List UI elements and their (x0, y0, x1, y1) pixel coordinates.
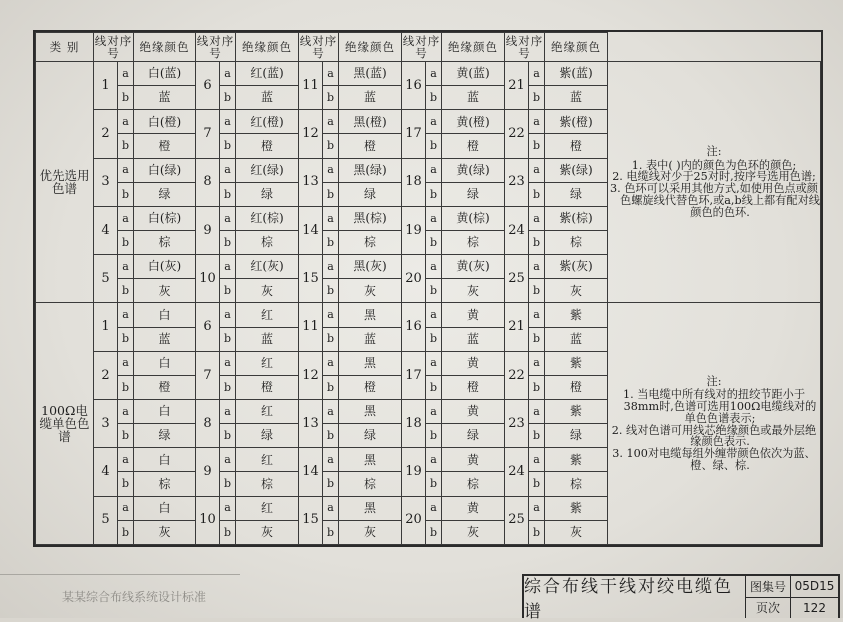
insulation-color-cell: 灰 (545, 520, 608, 544)
insulation-color-cell: 棕 (339, 472, 402, 496)
insulation-color-cell: 黑 (339, 351, 402, 375)
insulation-color-cell: 白 (134, 399, 196, 423)
note-item: 3. 色环可以采用其他方式,如使用色点或颜色螺旋线代替色环,或a,b线上都有配对线颜色的色环. (610, 182, 820, 219)
pair-number-cell: 9 (196, 448, 220, 496)
wire-letter-cell: a (323, 496, 339, 520)
pair-number-cell: 24 (505, 206, 529, 254)
wire-letter-cell: a (118, 62, 134, 86)
wire-letter-cell: b (220, 182, 236, 206)
wire-letter-cell: b (118, 424, 134, 448)
header-pair: 线对序号 (94, 33, 133, 60)
wire-letter-cell: b (529, 230, 545, 254)
insulation-color-cell: 绿 (134, 424, 196, 448)
insulation-color-cell: 白(棕) (134, 206, 196, 230)
pair-number-cell: 18 (402, 399, 426, 447)
wire-letter-cell: a (529, 399, 545, 423)
atlas-number: 05D15 (794, 579, 835, 594)
atlas-row (746, 576, 838, 598)
insulation-color-cell: 绿 (134, 182, 196, 206)
drawing-title: 综合布线干线对绞电缆色谱 (524, 576, 746, 618)
header-color: 绝缘颜色 (545, 33, 608, 62)
pair-number-cell: 10 (196, 255, 220, 303)
color-code-table-frame (33, 30, 823, 547)
wire-letter-cell: a (529, 206, 545, 230)
header-pair: 线对序号 (299, 33, 338, 60)
pair-number-cell: 23 (505, 399, 529, 447)
wire-letter-cell: b (323, 279, 339, 303)
pair-number-cell: 16 (402, 303, 426, 351)
wire-letter-cell: a (118, 399, 134, 423)
wire-letter-cell: b (118, 279, 134, 303)
insulation-color-cell: 黄 (442, 399, 505, 423)
insulation-color-cell: 橙 (134, 134, 196, 158)
wire-letter-cell: b (118, 327, 134, 351)
insulation-color-cell: 灰 (545, 279, 608, 303)
pair-number-cell: 19 (402, 206, 426, 254)
insulation-color-cell: 橙 (134, 375, 196, 399)
wire-letter-cell: a (220, 448, 236, 472)
wire-letter-cell: b (426, 375, 442, 399)
wire-letter-cell: b (220, 86, 236, 110)
wire-letter-cell: a (529, 496, 545, 520)
insulation-color-cell: 橙 (236, 375, 299, 399)
wire-letter-cell: a (220, 303, 236, 327)
wire-letter-cell: a (118, 303, 134, 327)
insulation-color-cell: 蓝 (339, 327, 402, 351)
insulation-color-cell: 红(绿) (236, 158, 299, 182)
wire-letter-cell: a (323, 110, 339, 134)
header-color: 绝缘颜色 (236, 33, 299, 62)
pair-number-cell: 25 (505, 496, 529, 544)
pair-number-cell: 23 (505, 158, 529, 206)
wire-letter-cell: a (426, 399, 442, 423)
table-row (36, 62, 821, 86)
pair-number-cell: 22 (505, 351, 529, 399)
insulation-color-cell: 白(绿) (134, 158, 196, 182)
insulation-color-cell: 紫(橙) (545, 110, 608, 134)
insulation-color-cell: 橙 (545, 134, 608, 158)
insulation-color-cell: 黄 (442, 303, 505, 327)
insulation-color-cell: 橙 (339, 375, 402, 399)
wire-letter-cell: b (426, 424, 442, 448)
wire-letter-cell: b (220, 520, 236, 544)
insulation-color-cell: 蓝 (339, 86, 402, 110)
insulation-color-cell: 绿 (339, 182, 402, 206)
wire-letter-cell: b (323, 86, 339, 110)
pair-number-cell: 12 (299, 110, 323, 158)
insulation-color-cell: 灰 (134, 520, 196, 544)
wire-letter-cell: a (529, 303, 545, 327)
pair-number-cell: 2 (94, 351, 118, 399)
insulation-color-cell: 棕 (134, 472, 196, 496)
insulation-color-cell: 白 (134, 496, 196, 520)
pair-number-cell: 6 (196, 303, 220, 351)
insulation-color-cell: 灰 (442, 520, 505, 544)
pair-number-cell: 25 (505, 255, 529, 303)
insulation-color-cell: 白(橙) (134, 110, 196, 134)
wire-letter-cell: b (426, 134, 442, 158)
header-pair: 线对序号 (196, 33, 235, 60)
header-pair: 线对序号 (505, 33, 544, 60)
wire-letter-cell: a (323, 448, 339, 472)
insulation-color-cell: 黄(绿) (442, 158, 505, 182)
page-row (746, 598, 838, 619)
wire-letter-cell: b (118, 230, 134, 254)
pair-number-cell: 9 (196, 206, 220, 254)
wire-letter-cell: b (323, 424, 339, 448)
wire-letter-cell: a (118, 158, 134, 182)
wire-letter-cell: a (529, 351, 545, 375)
pair-number-cell: 1 (94, 62, 118, 110)
pair-number-cell: 15 (299, 496, 323, 544)
wire-letter-cell: b (426, 520, 442, 544)
insulation-color-cell: 紫(棕) (545, 206, 608, 230)
pair-number-cell: 7 (196, 351, 220, 399)
wire-letter-cell: a (220, 110, 236, 134)
wire-letter-cell: b (220, 134, 236, 158)
pair-number-cell: 16 (402, 62, 426, 110)
note-item: 2. 电缆线对少于25对时,按序号选用色谱; (612, 170, 816, 184)
wire-letter-cell: b (323, 327, 339, 351)
wire-letter-cell: b (118, 86, 134, 110)
pair-number-cell: 3 (94, 399, 118, 447)
insulation-color-cell: 紫(绿) (545, 158, 608, 182)
wire-letter-cell: a (323, 303, 339, 327)
wire-letter-cell: b (323, 520, 339, 544)
insulation-color-cell: 绿 (236, 182, 299, 206)
pair-number-cell: 21 (505, 62, 529, 110)
wire-letter-cell: a (323, 351, 339, 375)
insulation-color-cell: 橙 (442, 375, 505, 399)
header-color: 绝缘颜色 (339, 33, 402, 62)
insulation-color-cell: 黄(蓝) (442, 62, 505, 86)
wire-letter-cell: a (323, 158, 339, 182)
wire-letter-cell: b (220, 424, 236, 448)
insulation-color-cell: 黄(棕) (442, 206, 505, 230)
wire-letter-cell: a (426, 351, 442, 375)
wire-letter-cell: b (529, 279, 545, 303)
pair-number-cell: 19 (402, 448, 426, 496)
insulation-color-cell: 黑(蓝) (339, 62, 402, 86)
wire-letter-cell: b (220, 472, 236, 496)
pair-number-cell: 17 (402, 351, 426, 399)
wire-letter-cell: a (426, 62, 442, 86)
wire-letter-cell: b (529, 424, 545, 448)
insulation-color-cell: 白(灰) (134, 255, 196, 279)
insulation-color-cell: 棕 (442, 230, 505, 254)
wire-letter-cell: a (529, 62, 545, 86)
wire-letter-cell: b (426, 182, 442, 206)
wire-letter-cell: b (323, 134, 339, 158)
wire-letter-cell: b (323, 472, 339, 496)
insulation-color-cell: 黑(绿) (339, 158, 402, 182)
note-cell (608, 303, 821, 545)
wire-letter-cell: b (529, 472, 545, 496)
insulation-color-cell: 黑 (339, 448, 402, 472)
wire-letter-cell: b (323, 182, 339, 206)
pair-number-cell: 18 (402, 158, 426, 206)
insulation-color-cell: 红(橙) (236, 110, 299, 134)
insulation-color-cell: 蓝 (236, 86, 299, 110)
insulation-color-cell: 红 (236, 399, 299, 423)
insulation-color-cell: 橙 (236, 134, 299, 158)
page-label: 页次 (746, 598, 791, 619)
insulation-color-cell: 红 (236, 496, 299, 520)
insulation-color-cell: 黑 (339, 303, 402, 327)
insulation-color-cell: 紫(蓝) (545, 62, 608, 86)
wire-letter-cell: a (323, 62, 339, 86)
wire-letter-cell: a (118, 448, 134, 472)
note-cell (608, 62, 821, 303)
wire-letter-cell: b (529, 520, 545, 544)
insulation-color-cell: 紫 (545, 303, 608, 327)
note-item: 1. 表中( )内的颜色为色环的颜色; (631, 158, 797, 172)
table-row (36, 303, 821, 327)
insulation-color-cell: 红(棕) (236, 206, 299, 230)
pair-number-cell: 7 (196, 110, 220, 158)
insulation-color-cell: 蓝 (442, 86, 505, 110)
insulation-color-cell: 红(灰) (236, 255, 299, 279)
wire-letter-cell: b (323, 375, 339, 399)
insulation-color-cell: 黄 (442, 351, 505, 375)
pair-number-cell: 8 (196, 158, 220, 206)
insulation-color-cell: 黑 (339, 496, 402, 520)
pair-number-cell: 6 (196, 62, 220, 110)
pair-number-cell: 17 (402, 110, 426, 158)
wire-letter-cell: b (220, 279, 236, 303)
wire-letter-cell: b (220, 230, 236, 254)
insulation-color-cell: 紫 (545, 448, 608, 472)
insulation-color-cell: 灰 (339, 279, 402, 303)
insulation-color-cell: 红 (236, 303, 299, 327)
insulation-color-cell: 橙 (545, 375, 608, 399)
title-side-info (746, 576, 838, 618)
wire-letter-cell: b (426, 86, 442, 110)
wire-letter-cell: b (529, 182, 545, 206)
insulation-color-cell: 黑(棕) (339, 206, 402, 230)
insulation-color-cell: 蓝 (545, 86, 608, 110)
note-title: 注: (706, 374, 722, 388)
insulation-color-cell: 绿 (236, 424, 299, 448)
wire-letter-cell: b (529, 134, 545, 158)
wire-letter-cell: a (426, 206, 442, 230)
insulation-color-cell: 白(蓝) (134, 62, 196, 86)
wire-letter-cell: a (426, 110, 442, 134)
pair-number-cell: 5 (94, 255, 118, 303)
insulation-color-cell: 蓝 (134, 327, 196, 351)
wire-letter-cell: a (220, 399, 236, 423)
wire-letter-cell: b (426, 230, 442, 254)
wire-letter-cell: a (220, 158, 236, 182)
insulation-color-cell: 棕 (134, 230, 196, 254)
insulation-color-cell: 绿 (442, 424, 505, 448)
insulation-color-cell: 红 (236, 448, 299, 472)
insulation-color-cell: 绿 (545, 424, 608, 448)
wire-letter-cell: b (118, 375, 134, 399)
insulation-color-cell: 绿 (545, 182, 608, 206)
wire-letter-cell: b (426, 327, 442, 351)
wire-letter-cell: b (426, 472, 442, 496)
pair-number-cell: 20 (402, 496, 426, 544)
pair-number-cell: 22 (505, 110, 529, 158)
insulation-color-cell: 棕 (545, 230, 608, 254)
wire-letter-cell: b (118, 182, 134, 206)
pair-number-cell: 24 (505, 448, 529, 496)
wire-letter-cell: b (426, 279, 442, 303)
insulation-color-cell: 黄(橙) (442, 110, 505, 134)
wire-letter-cell: b (323, 230, 339, 254)
wire-letter-cell: a (118, 351, 134, 375)
insulation-color-cell: 棕 (236, 472, 299, 496)
pair-number-cell: 10 (196, 496, 220, 544)
wire-letter-cell: b (220, 375, 236, 399)
insulation-color-cell: 灰 (339, 520, 402, 544)
insulation-color-cell: 白 (134, 448, 196, 472)
wire-letter-cell: b (529, 86, 545, 110)
insulation-color-cell: 紫 (545, 351, 608, 375)
wire-letter-cell: a (529, 448, 545, 472)
insulation-color-cell: 橙 (339, 134, 402, 158)
atlas-label: 图集号 (746, 576, 791, 597)
wire-letter-cell: a (323, 255, 339, 279)
insulation-color-cell: 橙 (442, 134, 505, 158)
pair-number-cell: 8 (196, 399, 220, 447)
header-note-spacer (608, 33, 821, 62)
pair-number-cell: 4 (94, 206, 118, 254)
insulation-color-cell: 白 (134, 351, 196, 375)
insulation-color-cell: 蓝 (236, 327, 299, 351)
wire-letter-cell: a (118, 110, 134, 134)
insulation-color-cell: 黑(灰) (339, 255, 402, 279)
note-item: 2. 线对色谱可用线芯绝缘颜色或最外层绝缘颜色表示. (611, 423, 817, 449)
pair-number-cell: 20 (402, 255, 426, 303)
color-code-table (35, 32, 821, 545)
wire-letter-cell: b (118, 134, 134, 158)
wire-letter-cell: a (426, 158, 442, 182)
insulation-color-cell: 灰 (236, 520, 299, 544)
wire-letter-cell: a (220, 206, 236, 230)
wire-letter-cell: b (118, 472, 134, 496)
wire-letter-cell: b (529, 375, 545, 399)
wire-letter-cell: a (529, 110, 545, 134)
wire-letter-cell: b (118, 520, 134, 544)
header-color: 绝缘颜色 (442, 33, 505, 62)
insulation-color-cell: 紫 (545, 399, 608, 423)
insulation-color-cell: 蓝 (134, 86, 196, 110)
wire-letter-cell: a (118, 206, 134, 230)
wire-letter-cell: a (426, 496, 442, 520)
pair-number-cell: 2 (94, 110, 118, 158)
insulation-color-cell: 黄(灰) (442, 255, 505, 279)
wire-letter-cell: a (426, 303, 442, 327)
insulation-color-cell: 绿 (339, 424, 402, 448)
pair-number-cell: 11 (299, 303, 323, 351)
faded-background-text: 某某综合布线系统设计标准 (0, 574, 240, 618)
pair-number-cell: 11 (299, 62, 323, 110)
wire-letter-cell: a (426, 255, 442, 279)
insulation-color-cell: 黄 (442, 496, 505, 520)
pair-number-cell: 21 (505, 303, 529, 351)
wire-letter-cell: a (118, 255, 134, 279)
wire-letter-cell: b (529, 327, 545, 351)
insulation-color-cell: 黑(橙) (339, 110, 402, 134)
pair-number-cell: 14 (299, 206, 323, 254)
wire-letter-cell: a (426, 448, 442, 472)
header-color: 绝缘颜色 (134, 33, 196, 62)
pair-number-cell: 3 (94, 158, 118, 206)
wire-letter-cell: a (529, 158, 545, 182)
insulation-color-cell: 棕 (236, 230, 299, 254)
insulation-color-cell: 灰 (134, 279, 196, 303)
insulation-color-cell: 棕 (545, 472, 608, 496)
note-item: 3. 100对电缆每组外缠带颜色依次为蓝、橙、绿、棕. (612, 447, 816, 472)
insulation-color-cell: 红 (236, 351, 299, 375)
pair-number-cell: 13 (299, 399, 323, 447)
title-block (522, 574, 840, 622)
wire-letter-cell: a (323, 399, 339, 423)
note-title: 注: (706, 144, 722, 158)
wire-letter-cell: a (118, 496, 134, 520)
insulation-color-cell: 棕 (442, 472, 505, 496)
header-row (36, 33, 821, 62)
insulation-color-cell: 棕 (339, 230, 402, 254)
wire-letter-cell: a (220, 255, 236, 279)
insulation-color-cell: 黑 (339, 399, 402, 423)
insulation-color-cell: 灰 (442, 279, 505, 303)
pair-number-cell: 15 (299, 255, 323, 303)
insulation-color-cell: 灰 (236, 279, 299, 303)
wire-letter-cell: a (220, 62, 236, 86)
note-item: 1. 当电缆中所有线对的扭绞节距小于38mm时,色谱可选用100Ω电缆线对的单色色谱表示; (622, 388, 817, 425)
insulation-color-cell: 紫(灰) (545, 255, 608, 279)
wire-letter-cell: a (529, 255, 545, 279)
insulation-color-cell: 绿 (442, 182, 505, 206)
wire-letter-cell: a (220, 351, 236, 375)
insulation-color-cell: 蓝 (545, 327, 608, 351)
insulation-color-cell: 蓝 (442, 327, 505, 351)
wire-letter-cell: a (323, 206, 339, 230)
insulation-color-cell: 黄 (442, 448, 505, 472)
wire-letter-cell: a (220, 496, 236, 520)
pair-number-cell: 4 (94, 448, 118, 496)
pair-number-cell: 5 (94, 496, 118, 544)
insulation-color-cell: 白 (134, 303, 196, 327)
pair-number-cell: 1 (94, 303, 118, 351)
header-category: 类 别 (36, 33, 94, 62)
pair-number-cell: 12 (299, 351, 323, 399)
category-cell: 100Ω电缆单色色谱 (36, 303, 94, 545)
pair-number-cell: 13 (299, 158, 323, 206)
page-number: 122 (803, 600, 826, 615)
category-cell: 优先选用色谱 (36, 62, 94, 303)
wire-letter-cell: b (220, 327, 236, 351)
pair-number-cell: 14 (299, 448, 323, 496)
insulation-color-cell: 紫 (545, 496, 608, 520)
header-pair: 线对序号 (402, 33, 441, 60)
insulation-color-cell: 红(蓝) (236, 62, 299, 86)
